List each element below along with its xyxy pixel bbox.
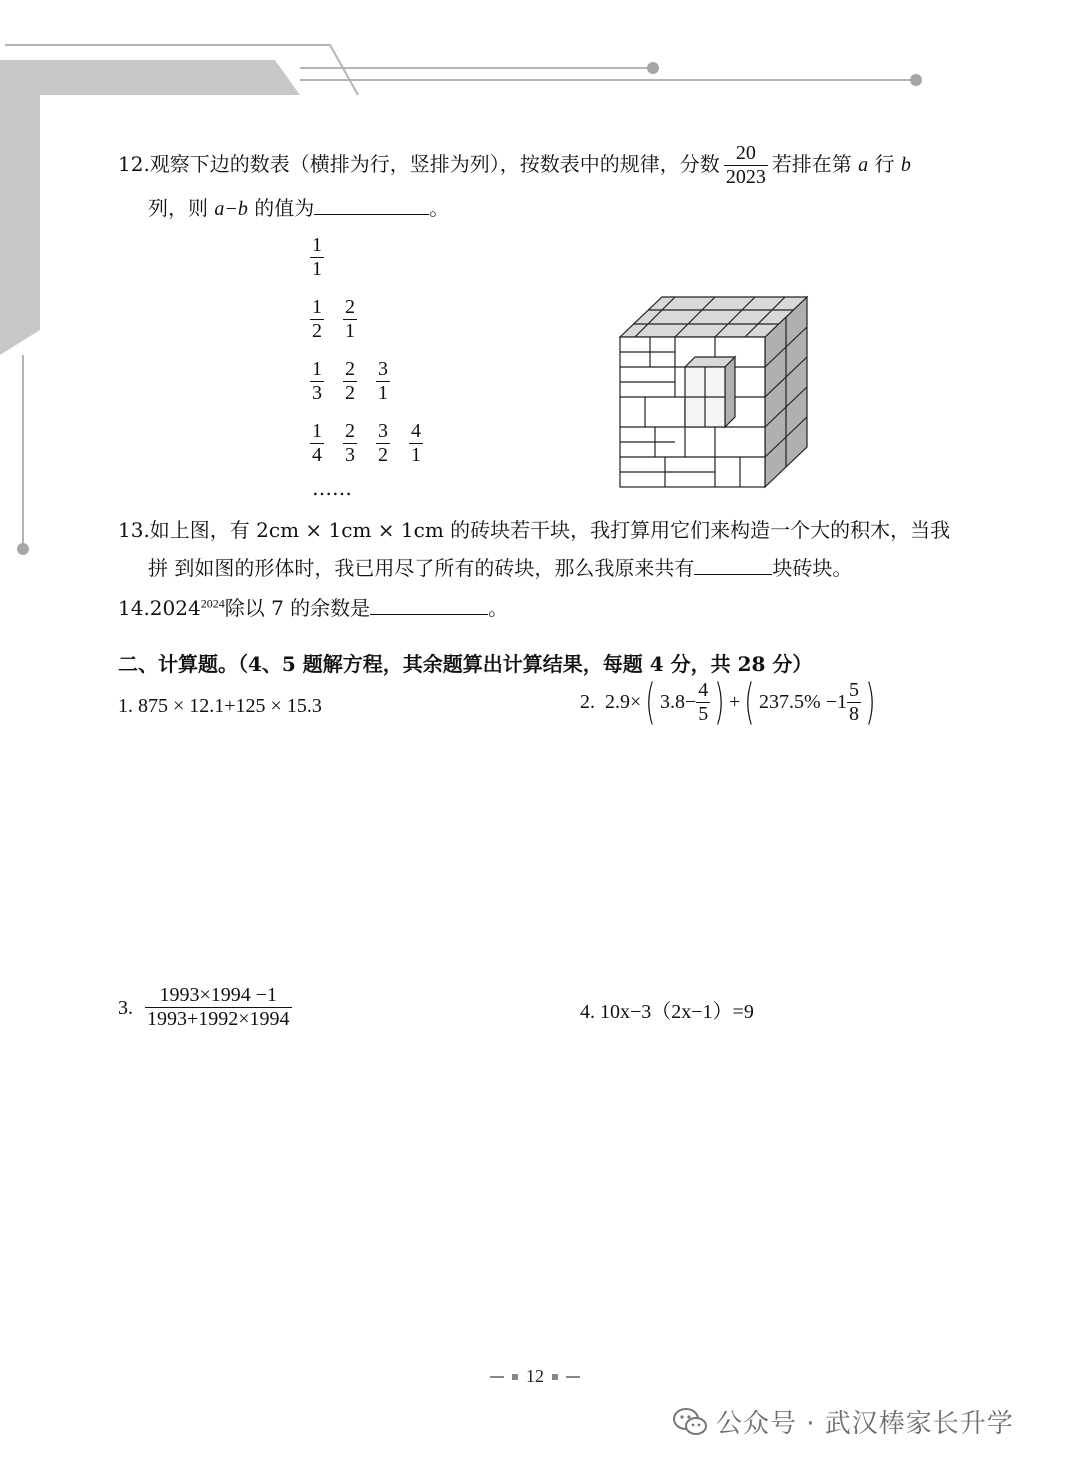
- table-fraction-numerator: 1: [312, 296, 322, 318]
- calc-problem-1: 1. 875 × 12.1+125 × 15.3: [118, 695, 322, 717]
- table-fraction-denominator: 2: [312, 320, 322, 342]
- table-fraction-numerator: 2: [345, 296, 355, 318]
- q13-answer-blank[interactable]: [694, 556, 772, 575]
- watermark: [672, 1403, 1014, 1440]
- calc-2-f1-num: 4: [698, 678, 709, 701]
- table-fraction-numerator: 1: [312, 358, 322, 380]
- calc-2-f1-den: 5: [698, 702, 709, 725]
- table-fraction: [343, 420, 357, 467]
- table-fraction-denominator: 1: [411, 444, 421, 466]
- table-fraction-denominator: 3: [312, 382, 322, 404]
- table-fraction: [343, 296, 357, 343]
- calc-2-plus: +: [729, 691, 741, 713]
- calc-2-term-b: 3.8−: [660, 691, 697, 713]
- q12-expression: a−b: [214, 198, 248, 220]
- table-fraction-numerator: 3: [378, 358, 388, 380]
- calc-2-term-c: 237.5% −1: [759, 691, 847, 713]
- header-decoration: [0, 0, 1080, 560]
- table-fraction-denominator: 2: [378, 444, 388, 466]
- table-fraction: [310, 420, 324, 467]
- calc-2-f2-num: 5: [849, 678, 859, 701]
- calc-3-denominator: 1993+1992×1994: [147, 1008, 290, 1030]
- q12-text-line2-post: 的值为: [254, 196, 315, 220]
- table-fraction-denominator: 2: [345, 382, 355, 404]
- table-fraction: [376, 420, 390, 467]
- calc-problem-2: 2. 2.9× ( 3.8− $\frac{4}{5}$ ) + ( 237.5% −1 $\frac{5}{8}$ ): [580, 674, 876, 730]
- table-ellipsis: ……: [312, 476, 352, 500]
- brick-cube-figure: [615, 292, 815, 492]
- page-number-text: 12: [526, 1366, 544, 1386]
- page-number: [490, 1366, 580, 1387]
- table-fraction: [409, 420, 423, 467]
- table-fraction: [310, 296, 324, 343]
- table-fraction: [376, 358, 390, 405]
- calc-3-fraction: [145, 984, 292, 1031]
- q12-answer-blank[interactable]: [314, 196, 429, 215]
- calc-3-label: 3.: [118, 996, 133, 1019]
- calc-problem-4: 4. 10x−3（2x−1）=9: [580, 1001, 754, 1023]
- q12-text-line2: 列，则: [148, 196, 208, 220]
- q12-fraction: [724, 142, 768, 189]
- q13-text-post: 块砖块。: [772, 556, 853, 580]
- q12-frac-numerator: 20: [735, 142, 756, 164]
- calc-2-fraction-1: [696, 679, 710, 726]
- q14-base: 14.2024: [118, 596, 201, 620]
- table-fraction-denominator: 3: [345, 444, 355, 466]
- table-fraction-denominator: 1: [378, 382, 388, 404]
- table-fraction-denominator: 1: [312, 258, 322, 280]
- q14-end: 。: [488, 596, 509, 620]
- q12-frac-denominator: 2023: [725, 166, 766, 188]
- q13-line1: 13.如上图，有 2cm × 1cm × 1cm 的砖块若干块，我打算用它们来构造一个大的积木，当我: [118, 518, 951, 542]
- table-fraction-numerator: 3: [378, 420, 388, 442]
- fraction-table: [310, 234, 450, 504]
- q14-line: [118, 596, 508, 620]
- calc-problem-3: [118, 984, 292, 1031]
- q12-var-b: b: [900, 154, 911, 176]
- table-fraction: [310, 234, 324, 281]
- q14-answer-blank[interactable]: [370, 596, 488, 615]
- table-fraction: [343, 358, 357, 405]
- calc-2-fraction-2: [847, 679, 861, 726]
- calc-2-f2-den: 8: [849, 702, 859, 725]
- table-fraction-numerator: 2: [345, 420, 355, 442]
- table-fraction-numerator: 1: [312, 234, 322, 256]
- q12-line1: [118, 142, 911, 189]
- q12-line2: [148, 196, 449, 221]
- wechat-icon: [672, 1407, 708, 1437]
- table-fraction: [310, 358, 324, 405]
- q13-text-pre: 拼 到如图的形体时，我已用尽了所有的砖块，那么我原来共有: [148, 556, 695, 580]
- q12-text-post1: 若排在第: [771, 152, 852, 176]
- table-fraction-numerator: 2: [345, 358, 355, 380]
- table-fraction-numerator: 1: [312, 420, 322, 442]
- q14-text: 除以 7 的余数是: [224, 596, 371, 620]
- section-2-title: 二、计算题。（4、5 题解方程，其余题算出计算结果，每题 4 分，共 28 分）: [118, 652, 813, 676]
- q12-text-pre: 12.观察下边的数表（横排为行，竖排为列），按数表中的规律，分数: [118, 152, 720, 176]
- calc-2-term-a: 2.9×: [605, 691, 642, 713]
- q12-text-post2: 行: [874, 152, 895, 176]
- calc-2-label: 2.: [580, 691, 595, 713]
- q12-var-a: a: [858, 154, 869, 176]
- table-fraction-numerator: 4: [411, 420, 421, 442]
- table-fraction-denominator: 1: [345, 320, 355, 342]
- calc-3-numerator: 1993×1994 −1: [159, 984, 278, 1006]
- q14-exponent: 2024: [200, 596, 225, 611]
- q13-line2: [148, 556, 852, 580]
- table-fraction-denominator: 4: [312, 444, 322, 466]
- q12-end: 。: [429, 196, 450, 220]
- watermark-text: 公众号 · 武汉棒家长升学: [716, 1409, 1014, 1439]
